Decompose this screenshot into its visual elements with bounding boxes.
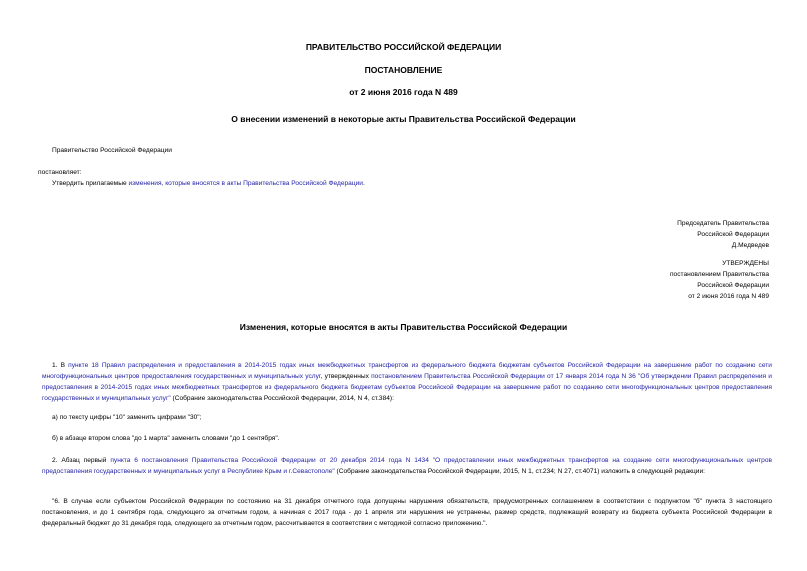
approval-date: от 2 июня 2016 года N 489: [688, 293, 769, 300]
changes-link[interactable]: изменения, которые вносятся в акты Правительства Российской Федерации: [128, 180, 363, 187]
doc-date: от 2 июня 2016 года N 489: [349, 87, 458, 97]
intro-decree: постановляет:: [38, 169, 82, 176]
doc-type-heading: ПОСТАНОВЛЕНИЕ: [364, 65, 443, 75]
signature-federation: Российской Федерации: [697, 231, 769, 238]
intro-government: Правительство Российской Федерации: [52, 147, 172, 154]
paragraph-1: 1. В пункте 18 Правил распределения и предоставления в 2014-2015 годах иных межбюджетных трансфертов из федерального бюджета бюджетам субъектов Российской Федерации на завершение работ по созданию сети многофункциональных центров предоставления государственных и муниципальных услуг, утвержденных постановлением Правительства Российской Федерации от 17 января 2014 года N 36 "Об утверждении Правил распределения и предоставления в 2014-2015 годах иных межбюджетных трансфертов из федерального бюджета бюджетам субъектов Российской Федерации на завершение работ по созданию сети многофункциональных центров предоставления государственных и муниципальных услуг" (Собрание законодательства Российской Федерации, 2014, N 4, ст.384):: [42, 362, 772, 402]
government-heading: ПРАВИТЕЛЬСТВО РОССИЙСКОЙ ФЕДЕРАЦИИ: [305, 42, 502, 52]
approval-block: [670, 258, 769, 302]
signature-name: Д.Медведев: [731, 242, 769, 249]
approval-title: УТВЕРЖДЕНЫ: [722, 260, 769, 267]
decree-1434-link[interactable]: пункта 6 постановления Правительства Российской Федерации от 20 декабря 2014 года N 1434 "О предоставлении иных межбюджетных трансфертов на создание сети многофункциональных центров предоставления государственных и муниципальных услуг в Республике Крым и г.Севастополе": [42, 457, 772, 475]
approval-federation: Российской Федерации: [697, 282, 769, 289]
approval-by: постановлением Правительства: [669, 271, 769, 278]
paragraph-1b: б) в абзаце втором слова "до 1 марта" заменить словами "до 1 сентября".: [52, 435, 280, 442]
decree-36-link[interactable]: постановлением Правительства Российской Федерации от 17 января 2014 года N 36 "Об утверждении Правил распределения и предоставления в 2014-2015 годах иных межбюджетных трансфертов из федерального бюджета бюджетам субъектов Российской Федерации на завершение работ по созданию сети многофункциональных центров предоставления государственных и муниципальных услуг": [42, 373, 772, 402]
doc-title: О внесении изменений в некоторые акты Правительства Российской Федерации: [231, 114, 576, 124]
paragraph-3-quote: "6. В случае если субъектом Российской Федерации по состоянию на 31 декабря отчетного года допущены нарушения обязательств, предусмотренных соглашением в соответствии с подпунктом "б" пункта 3 настоящего постановления, и до 1 сентября года, следующего за отчетным годом, а начиная с 2017 года - до 1 апреля эти нарушения не устранены, размер средств, подлежащий возврату из бюджета субъекта Российской Федерации в федеральный бюджет до 31 декабря года, следующего за отчетным годом, рассчитывается в соответствии с методикой согласно приложению.".: [42, 498, 772, 527]
rules-link[interactable]: пункте 18 Правил распределения и предоставления в 2014-2015 годах иных межбюджетных трансфертов из федерального бюджета бюджетам субъектов Российской Федерации на завершение работ по созданию сети многофункциональных центров предоставления государственных и муниципальных услуг: [42, 362, 772, 380]
intro-approve: Утвердить прилагаемые изменения, которые вносятся в акты Правительства Российской Федерации.: [52, 180, 365, 187]
changes-title: Изменения, которые вносятся в акты Правительства Российской Федерации: [239, 322, 568, 332]
paragraph-1a: а) по тексту цифры "10" заменить цифрами "30";: [52, 414, 202, 421]
signature-block: [677, 218, 769, 251]
paragraph-2: 2. Абзац первый пункта 6 постановления Правительства Российской Федерации от 20 декабря 2014 года N 1434 "О предоставлении иных межбюджетных трансфертов на создание сети многофункциональных центров предоставления государственных и муниципальных услуг в Республике Крым и г.Севастополе" (Собрание законодательства Российской Федерации, 2015, N 1, ст.234; N 27, ст.4071) изложить в следующей редакции:: [42, 457, 772, 475]
signature-position: Председатель Правительства: [677, 220, 769, 227]
